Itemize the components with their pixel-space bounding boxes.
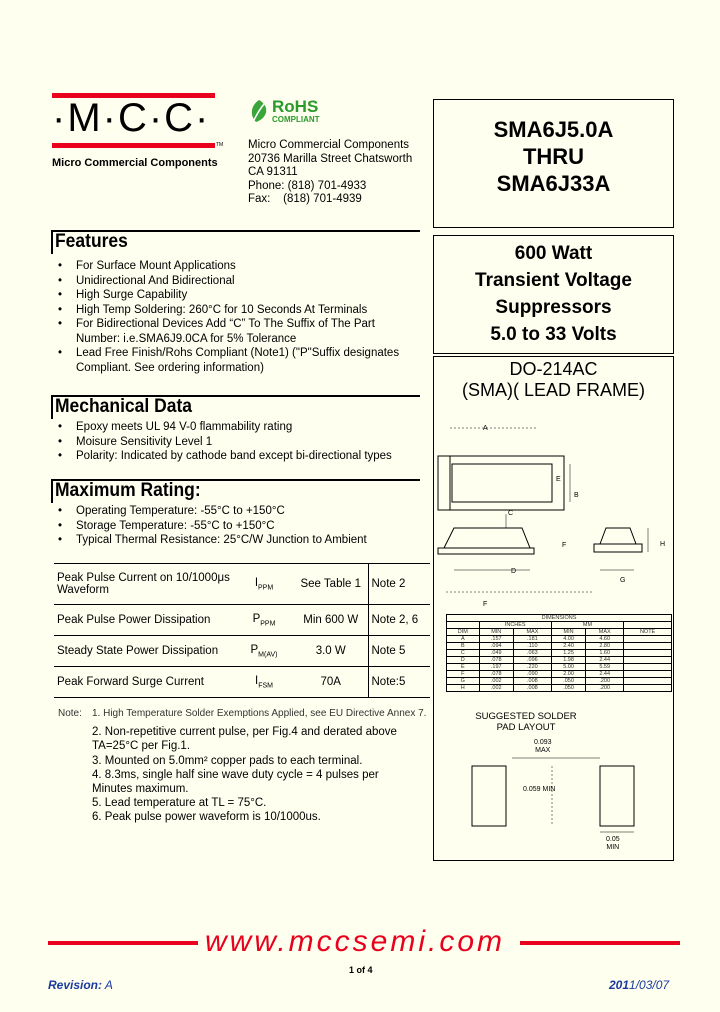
- table-cell: [447, 622, 480, 629]
- symbol-cell: $I_{FSM}$: [234, 667, 294, 698]
- package-name: DO-214AC: [509, 359, 598, 379]
- list-item: • Lead Free Finish/Rohs Compliant (Note1) ("P"Suffix designates Compliant. See ordering information): [58, 347, 400, 374]
- description-box: [433, 235, 674, 354]
- table-row: H .002 .008 .050 .200: [447, 685, 672, 692]
- mechanical-title: Mechanical Data: [55, 396, 192, 417]
- footer-website-link[interactable]: www.mccsemi.com: [205, 925, 506, 958]
- part-number-start: SMA6J5.0A: [493, 117, 614, 142]
- part-thru: THRU: [522, 144, 585, 169]
- dims-mm: MM: [551, 622, 623, 629]
- dim-label-c: C: [508, 510, 514, 517]
- rohs-subtitle: COMPLIANT: [272, 115, 320, 124]
- note-cell: Note 2, 6: [368, 605, 430, 636]
- date-year-start: 201: [609, 978, 630, 992]
- notes-list: [92, 707, 427, 824]
- mcc-logo: ·M·C·C·: [52, 96, 211, 140]
- table-header: MIN: [551, 629, 585, 636]
- address-line: 20736 Marilla Street Chatsworth: [248, 152, 413, 165]
- footer-red-bar-left: [48, 941, 198, 945]
- dimensions-table: [446, 614, 672, 692]
- list-item: • Storage Temperature: -55°C to +150°C: [58, 519, 275, 532]
- note-item: 2. Non-repetitive current pulse, per Fig.4 and derated above TA=25°C per Fig.1.: [92, 726, 397, 752]
- revision-info: [48, 978, 113, 992]
- list-item: • Unidirectional And Bidirectional: [58, 274, 235, 287]
- dim-label-f-bottom: F: [483, 601, 488, 608]
- note-cell: Note 5: [368, 636, 430, 667]
- list-item: • Polarity: Indicated by cathode band except bi-directional types: [58, 450, 392, 462]
- note-item: 3. Mounted on 5.0mm² copper pads to each terminal.: [92, 755, 363, 767]
- dims-inches: INCHES: [479, 622, 551, 629]
- pad-top-unit: MAX: [535, 747, 551, 754]
- list-item: • For Surface Mount Applications: [58, 260, 236, 272]
- table-row: [447, 622, 672, 629]
- list-item: • Typical Thermal Resistance: 25°C/W Junction to Ambient: [58, 534, 367, 546]
- package-frame: (SMA)( LEAD FRAME): [461, 380, 645, 400]
- date-rest: 1/03/07: [629, 978, 670, 992]
- symbol-cell: $P_{M(AV)}$: [234, 636, 294, 667]
- package-outline-drawing: [434, 420, 671, 610]
- pad-top-value: 0.093: [534, 739, 552, 746]
- table-row: C .049 .063 1.25 1.60: [447, 650, 672, 657]
- table-row: A .157 .181 4.00 4.60: [447, 636, 672, 643]
- pad-bot-dim: [606, 836, 620, 852]
- symbol-cell: $I_{PPM}$: [234, 564, 294, 605]
- pad-mid-dim: [523, 786, 555, 793]
- pad-layout-title: [446, 711, 606, 733]
- table-row: E .197 .220 5.00 5.59: [447, 664, 672, 671]
- ratings-table: [54, 563, 430, 698]
- rohs-leaf-icon: [248, 98, 270, 129]
- address-line: Fax: (818) 701-4939: [248, 193, 362, 205]
- revision-date: [609, 978, 669, 992]
- note-item: 5. Lead temperature at TL = 75°C.: [92, 797, 267, 809]
- pad-bot-unit: MIN: [606, 844, 620, 851]
- address-line: Phone: (818) 701-4933: [248, 179, 367, 192]
- param-cell: Peak Pulse Power Dissipation: [54, 605, 234, 636]
- company-address: [248, 139, 412, 207]
- features-title: Features: [55, 231, 128, 252]
- desc-suppressors: Suppressors: [495, 297, 612, 318]
- param-cell: Steady State Power Dissipation: [54, 636, 234, 667]
- table-row: [447, 615, 672, 622]
- part-number-box: [433, 99, 674, 228]
- desc-power: 600 Watt: [514, 243, 593, 264]
- symbol-cell: $P_{PPM}$: [234, 605, 294, 636]
- table-row: [54, 605, 430, 636]
- desc-type: Transient Voltage: [475, 270, 632, 291]
- address-line: CA 91311: [248, 166, 298, 178]
- table-row: F .078 .090 2.00 2.44: [447, 671, 672, 678]
- dim-label-h: H: [660, 541, 666, 548]
- dim-label-g: G: [620, 577, 626, 584]
- part-number-end: SMA6J33A: [496, 171, 611, 196]
- note-item: 4. 8.3ms, single half sine wave duty cycle = 4 pulses per Minutes maximum.: [92, 769, 379, 795]
- mechanical-edge: [51, 395, 53, 419]
- max-rating-title: Maximum Rating:: [55, 480, 201, 501]
- pad-bot-value: 0.05: [606, 836, 620, 843]
- note-cell: Note:5: [368, 667, 430, 698]
- dim-label-d: D: [511, 568, 517, 575]
- table-row: B .094 .110 2.40 2.80: [447, 643, 672, 650]
- features-list: [52, 259, 422, 375]
- header-red-bar-bottom: [52, 143, 215, 148]
- max-rating-list: [52, 504, 422, 548]
- address-line: Micro Commercial Components: [248, 139, 410, 151]
- value-cell: See Table 1: [294, 564, 368, 605]
- table-cell: [624, 622, 672, 629]
- value-cell: 70A: [294, 667, 368, 698]
- rohs-title: RoHS: [272, 97, 319, 116]
- list-item: • Moisure Sensitivity Level 1: [58, 435, 213, 448]
- table-header: DIM: [447, 629, 480, 636]
- notes-label: Note:: [58, 708, 82, 719]
- logo-trademark: TM: [216, 142, 224, 148]
- table-header: NOTE: [624, 629, 672, 636]
- dim-label-e: E: [556, 476, 561, 483]
- revision-label: Revision:: [48, 978, 103, 992]
- table-header: MIN: [479, 629, 513, 636]
- table-row: [54, 564, 430, 605]
- mechanical-list: [52, 420, 422, 464]
- table-row: [447, 629, 672, 636]
- table-header: MAX: [513, 629, 551, 636]
- dim-label-f: F: [562, 542, 567, 549]
- param-cell: Peak Pulse Current on 10/1000μs Waveform: [54, 564, 234, 605]
- list-item: • Operating Temperature: -55°C to +150°C: [58, 505, 285, 517]
- pad-layout-drawing: [466, 752, 646, 842]
- desc-voltage: 5.0 to 33 Volts: [490, 324, 617, 345]
- revision-value: A: [104, 978, 113, 992]
- list-item: • For Bidirectional Devices Add “C” To The Suffix of The Part Number: i.e.SMA6J9.0CA for 5% Tolerance: [58, 318, 375, 345]
- note-item: 1. High Temperature Solder Exemptions Applied, see EU Directive Annex 7.: [92, 708, 427, 719]
- footer-red-bar-right: [520, 941, 680, 945]
- logo-caption: Micro Commercial Components: [52, 157, 218, 169]
- note-cell: Note 2: [368, 564, 430, 605]
- list-item: • High Surge Capability: [58, 289, 188, 301]
- dim-label-b: B: [574, 492, 579, 499]
- list-item: • Epoxy meets UL 94 V-0 flammability rating: [58, 421, 293, 433]
- param-cell: Peak Forward Surge Current: [54, 667, 234, 698]
- max-rating-edge: [51, 479, 53, 503]
- table-row: [54, 636, 430, 667]
- pad-title-line: SUGGESTED SOLDER: [475, 711, 577, 722]
- pad-mid-value: 0.059: [523, 786, 541, 793]
- pad-title-line: PAD LAYOUT: [496, 722, 556, 733]
- dim-label-a: A: [483, 425, 488, 432]
- features-edge: [51, 230, 53, 254]
- list-item: • High Temp Soldering: 260°C for 10 Seconds At Terminals: [58, 303, 368, 316]
- page-number: 1 of 4: [349, 965, 373, 975]
- table-header: MAX: [586, 629, 624, 636]
- dims-title: DIMENSIONS: [447, 615, 672, 622]
- value-cell: 3.0 W: [294, 636, 368, 667]
- value-cell: Min 600 W: [294, 605, 368, 636]
- pad-mid-unit: MIN: [542, 786, 556, 793]
- table-row: G .002 .008 .050 .200: [447, 678, 672, 685]
- table-row: D .078 .096 1.98 2.44: [447, 657, 672, 664]
- table-row: [54, 667, 430, 698]
- note-item: 6. Peak pulse power waveform is 10/1000us.: [92, 811, 321, 823]
